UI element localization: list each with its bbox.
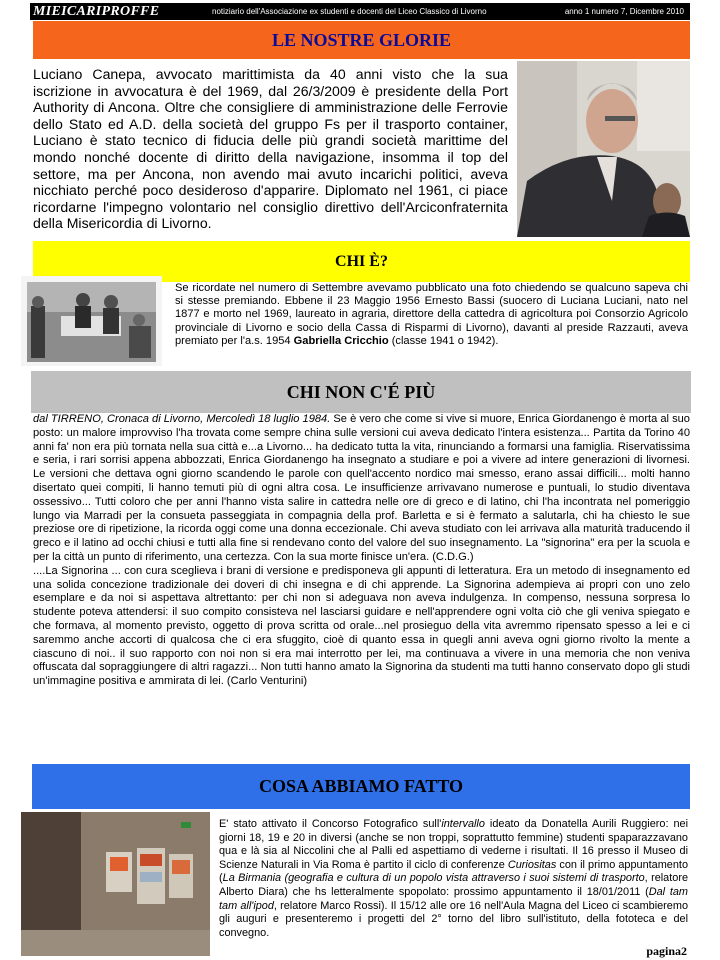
fatto-em-1: intervallo xyxy=(441,818,485,830)
section-title-fatto: COSA ABBIAMO FATTO xyxy=(32,764,690,809)
chi-e-text-1: Se ricordate nel numero di Settembre avevamo pubblicato una foto chiedendo se qualcuno sapeva chi si stesse premiando. Ebbene il 23 Maggio 1956 Ernesto Bassi (suocero di Luciana Luciani, nato nel 1877 e morto nel 1969, laureato in agraria, direttore della cattedra di agricoltura poi Consorzio Agricolo provinciale di Livorno e socio della Cassa di Risparmi di Livorno), davanti al preside Razzauti, aveva premiato per l'a.s. 1954 xyxy=(175,282,688,347)
fatto-em-3: La Birmania (geografia e cultura di un popolo vista attraverso i suoi sistemi di trasporto xyxy=(222,872,645,885)
section-title-chi-non: CHI NON C'É PIÙ xyxy=(31,371,691,413)
fatto-text-1: E' stato attivato il Concorso Fotografico sull' xyxy=(219,818,442,830)
masthead xyxy=(30,3,690,20)
chi-e-name: Gabriella Cricchio xyxy=(293,334,389,347)
issue-info: anno 1 numero 7, Dicembre 2010 xyxy=(564,7,684,16)
photo-concorso-fotografico xyxy=(21,812,210,956)
fatto-text-5: , relatore Marco Rossi). Il 15/12 alle ore 16 nell'Aula Magna del Liceo ci scambieremo gli auguri e presenteremo i progetti del 2° torno del libro sull'istituto, della fototeca e del convegno. xyxy=(219,899,688,939)
photo-premiazione-1956 xyxy=(21,276,162,366)
fatto-text-2: ideato da Donatella Aurili Ruggiero: nei giorni 18, 19 e 20 in diversi (anche se non troppi, soprattutto femmine) studenti spaparazzavano qua e là sia al Niccolini che al Palli ed aspettiamo di vederne i risultati. Il 16 presso il Museo di Scienze Naturali in Via Roma è partito il ciclo di conferenze xyxy=(219,818,688,871)
fatto-text-3: con il primo appuntamento ( xyxy=(219,858,689,885)
article-chi-non xyxy=(33,413,690,689)
chi-non-paragraph-1 xyxy=(33,413,690,565)
fatto-em-4: Dal tam tam all'ipod xyxy=(219,885,688,912)
article-glorie: Luciano Canepa, avvocato marittimista da 40 anni visto che la sua iscrizione in avvocatura è del 1969, dal 26/3/2009 è presidente della Port Authority di Ancona. Oltre che consigliere di amministrazione delle Ferrovie dello Stato ed A.D. della società del gruppo Fs per il trasporto container, Luciano è stato tecnico di fiducia delle più grandi società marittime del mondo nonché docente di diritto della navigazione, insomma il top del settore, ma per Ancona, non avendo mai avuto incarichi politici, aveva nicchiato perché poco desideroso d'apparire. Diplomato nel 1961, ci piace ricordarne l'impegno volontario nel consiglio direttivo dell'Arciconfraternita della Misericordia di Livorno. xyxy=(33,66,508,232)
article-fatto xyxy=(219,818,688,940)
chi-e-text-2: (classe 1941 o 1942). xyxy=(388,334,499,347)
newsletter-title: MIEICARIPROFFE xyxy=(33,4,160,19)
chi-non-paragraph-2: ....La Signorina ... con cura sceglieva i brani di versione e predisponeva gli appunti di letteratura. Era un metodo di insegnamento ed una solida concezione tradizionale dei doveri di chi insegna e di chi apprende. La Signorina adempieva ai propri con uno zelo esemplare e da noi si aspettava altrettanto: per chi non si adeguava non aveva indulgenza. In compenso, nessuna sorpresa lo studente poteva attendersi: il suo compito consisteva nel lasciarsi guidare e nell'apprendere ogni volta ciò che gli veniva spiegato e che formava, al momento previsto, oggetto di prova scritta od orale...nel prosieguo della vita avremmo ripensato spesso a lei e ci saremmo anche accorti di qualcosa che ci era sfuggito, cioè di quanto essa in quegli anni aveva ogni giorno rivolto la mente a ciascuno di noi.. il suo rapporto con noi non si era mai interrotto per lei, ma continuava a vivere in una memoria che non veniva offuscata dal sopraggiungere di altri ragazzi... Non tutti hanno amato la Signorina da studenti ma tutti hanno conservato dopo gli studi un'immagine positiva e ammirata di lei. (Carlo Venturini) xyxy=(33,564,690,688)
fatto-text-4: , relatore Alberto Diara) che hs letteralmente spopolato: prossimo appuntamento il 18/01/2011 ( xyxy=(219,872,689,898)
chi-non-source: dal TIRRENO, Cronaca di Livorno, Mercoledì 18 luglio 1984. xyxy=(33,413,331,425)
article-chi-e xyxy=(175,282,688,348)
page-number: pagina2 xyxy=(646,944,687,958)
section-title-chi-e: CHI È? xyxy=(33,241,690,282)
fatto-em-2: Curiositas xyxy=(507,858,557,871)
newsletter-subtitle: notiziario dell'Associazione ex studenti e docenti del Liceo Classico di Livorno xyxy=(212,7,487,16)
section-title-glorie: LE NOSTRE GLORIE xyxy=(33,21,690,59)
chi-non-text-1: Se è vero che come si vive si muore, Enrica Giordanengo è morta al suo posto: un malore improvviso l'ha trovata come sempre china sulle versioni cui aveva dedicato l'intera esistenza... Partita da Torino 40 anni fa' non era più tornata nella sua città e...a Livorno... ha dedicato tutta la vita, rinunciando a formarsi una famiglia. Riservatissima e seria, i rari sorrisi appena abbozzati, Enrica Giordanengo ha insegnato a studiare e poi a vivere ad intere generazioni di livornesi. Le versioni che dettava ogni giorno scandendo le parole con quell'accento nordico mai smesso, erano assai difficili... molti hanno disertato quei compiti, li hanno temuti più di ogni altra cosa. Le insufficienze arrivavano numerose e puntuali, lo studio diventava ossessivo... Tutti coloro che per anni l'hanno vista salire in cattedra nelle ore di greco e di latino, chi l'ha incontrata nel pomeriggio lungo via Marradi per la consueta passeggiata in compagnia della prof. Barletta e si è fermato a salutarla, chi ha chiesto le sue preziose ore di ripetizione, la ricorda oggi come una donna eccezionale. Chi aveva studiato con lei arrivava alla maturità traducendo il greco e il latino ad occhi chiusi e tutti alla fine si rendevano conto del valore del suo insegnamento. La "signorina" era per la scuola e per la città un punto di riferimento, una certezza. Con la sua morte finisce un'era. (C.D.G.) xyxy=(33,413,690,563)
photo-luciano-canepa xyxy=(517,61,690,237)
